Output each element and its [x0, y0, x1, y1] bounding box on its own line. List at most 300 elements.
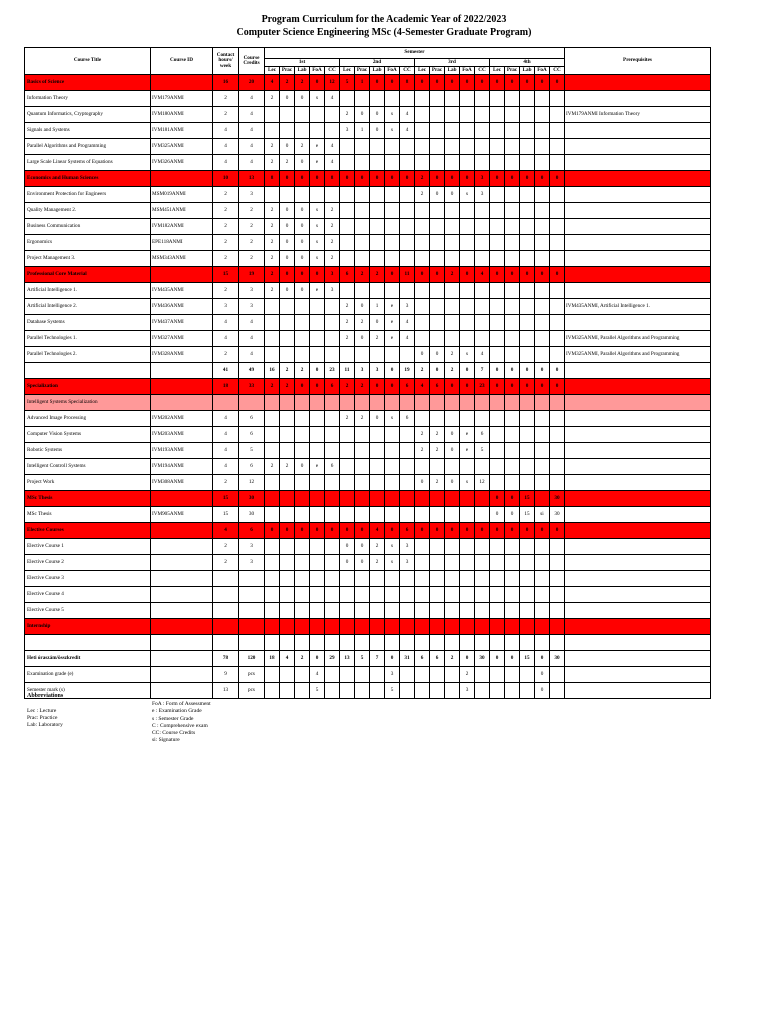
header-sub-2-0: Lec [340, 67, 355, 75]
value-cell [445, 635, 460, 651]
prerequisite-cell [565, 219, 711, 235]
value-cell [490, 347, 505, 363]
value-cell [520, 91, 535, 107]
value-cell: 4 [213, 523, 239, 539]
value-cell: 4 [325, 155, 340, 171]
value-cell [370, 347, 385, 363]
total-row [25, 363, 711, 379]
prerequisite-cell [565, 443, 711, 459]
value-cell [475, 587, 490, 603]
table-row [25, 347, 711, 363]
value-cell [430, 667, 445, 683]
value-cell [340, 507, 355, 523]
value-cell [505, 347, 520, 363]
value-cell [475, 635, 490, 651]
value-cell [520, 107, 535, 123]
abbreviations-block [27, 693, 63, 729]
course-id-cell: IVM437ANMI [151, 315, 213, 331]
value-cell [550, 411, 565, 427]
value-cell [265, 635, 280, 651]
header-sub-4-2: Lab [520, 67, 535, 75]
value-cell [280, 123, 295, 139]
value-cell [355, 459, 370, 475]
value-cell: 3 [475, 171, 490, 187]
header-sub-3-4: CC [475, 67, 490, 75]
value-cell: 78 [213, 651, 239, 667]
value-cell: 0 [535, 683, 550, 699]
value-cell [280, 187, 295, 203]
value-cell [415, 283, 430, 299]
value-cell [280, 555, 295, 571]
value-cell: 4 [400, 315, 415, 331]
value-cell: 0 [490, 171, 505, 187]
course-title-cell: Elective Course 5 [25, 603, 151, 619]
course-title-cell: Quality Management 2. [25, 203, 151, 219]
value-cell [520, 299, 535, 315]
value-cell [295, 635, 310, 651]
course-id-cell: IVM193ANMI [151, 443, 213, 459]
value-cell: 120 [239, 651, 265, 667]
value-cell [370, 635, 385, 651]
value-cell [460, 155, 475, 171]
value-cell [475, 555, 490, 571]
value-cell [355, 603, 370, 619]
value-cell: s [385, 123, 400, 139]
value-cell: 2 [265, 219, 280, 235]
header-sub-3-1: Prac [430, 67, 445, 75]
value-cell [295, 299, 310, 315]
value-cell: 2 [325, 219, 340, 235]
value-cell: 2 [265, 235, 280, 251]
value-cell [340, 139, 355, 155]
value-cell [415, 459, 430, 475]
value-cell [400, 635, 415, 651]
course-title-cell: Quantum Informatics, Cryptography [25, 107, 151, 123]
value-cell: pcs [239, 683, 265, 699]
value-cell: 0 [535, 651, 550, 667]
value-cell [280, 395, 295, 411]
value-cell [265, 555, 280, 571]
table-row [25, 155, 711, 171]
value-cell [445, 139, 460, 155]
value-cell [385, 507, 400, 523]
value-cell: 0 [460, 171, 475, 187]
value-cell [310, 395, 325, 411]
value-cell: 30 [239, 491, 265, 507]
value-cell [295, 619, 310, 635]
value-cell: 3 [239, 187, 265, 203]
course-title-cell: Computer Vision Systems [25, 427, 151, 443]
value-cell: 0 [445, 475, 460, 491]
value-cell [535, 475, 550, 491]
value-cell [355, 619, 370, 635]
value-cell: 13 [213, 683, 239, 699]
value-cell [445, 491, 460, 507]
value-cell [430, 587, 445, 603]
value-cell: 0 [385, 75, 400, 91]
value-cell [430, 139, 445, 155]
value-cell: 2 [325, 203, 340, 219]
value-cell [475, 107, 490, 123]
value-cell: 2 [445, 363, 460, 379]
value-cell [295, 603, 310, 619]
value-cell: 0 [490, 363, 505, 379]
value-cell [265, 491, 280, 507]
value-cell [385, 347, 400, 363]
section-row [25, 523, 711, 539]
table-row [25, 187, 711, 203]
value-cell: 6 [239, 427, 265, 443]
course-id-cell [151, 539, 213, 555]
value-cell [280, 683, 295, 699]
value-cell [385, 587, 400, 603]
header-semester-2: 2nd [340, 59, 415, 67]
value-cell [355, 219, 370, 235]
value-cell: 0 [445, 523, 460, 539]
value-cell [490, 219, 505, 235]
value-cell [550, 219, 565, 235]
value-cell [475, 123, 490, 139]
table-row [25, 603, 711, 619]
value-cell [213, 395, 239, 411]
value-cell [370, 507, 385, 523]
table-row [25, 203, 711, 219]
value-cell [415, 571, 430, 587]
value-cell: 16 [265, 363, 280, 379]
value-cell [520, 283, 535, 299]
value-cell [400, 587, 415, 603]
value-cell: 0 [475, 75, 490, 91]
value-cell [520, 331, 535, 347]
header-course-credits: Course Credits [239, 48, 265, 75]
value-cell: 2 [265, 379, 280, 395]
value-cell [460, 555, 475, 571]
value-cell: 6 [400, 379, 415, 395]
value-cell: 15 [520, 491, 535, 507]
value-cell [430, 315, 445, 331]
prerequisite-cell [565, 651, 711, 667]
value-cell: 3 [325, 283, 340, 299]
value-cell [460, 619, 475, 635]
value-cell [385, 395, 400, 411]
value-cell: 4 [265, 75, 280, 91]
value-cell [430, 283, 445, 299]
value-cell [430, 299, 445, 315]
prerequisite-cell [565, 491, 711, 507]
prerequisite-cell [565, 267, 711, 283]
value-cell [550, 683, 565, 699]
course-id-cell [151, 571, 213, 587]
value-cell: 4 [213, 411, 239, 427]
value-cell: 4 [310, 667, 325, 683]
course-id-cell [151, 363, 213, 379]
value-cell [490, 251, 505, 267]
value-cell: e [310, 139, 325, 155]
value-cell: 0 [385, 523, 400, 539]
value-cell [415, 539, 430, 555]
value-cell: 4 [239, 155, 265, 171]
header-prerequisites: Prerequisites [565, 48, 711, 75]
value-cell [550, 427, 565, 443]
value-cell: s [310, 235, 325, 251]
value-cell: 16 [213, 75, 239, 91]
value-cell [239, 603, 265, 619]
value-cell [280, 539, 295, 555]
value-cell [520, 139, 535, 155]
value-cell [340, 347, 355, 363]
value-cell: 15 [520, 507, 535, 523]
value-cell: 0 [550, 267, 565, 283]
value-cell [460, 283, 475, 299]
value-cell [490, 683, 505, 699]
table-row [25, 475, 711, 491]
value-cell: 31 [400, 651, 415, 667]
value-cell [505, 91, 520, 107]
value-cell: 4 [213, 139, 239, 155]
value-cell [460, 603, 475, 619]
value-cell [445, 155, 460, 171]
value-cell: 0 [370, 411, 385, 427]
value-cell [280, 443, 295, 459]
value-cell [505, 123, 520, 139]
value-cell [490, 155, 505, 171]
course-title-cell: Artificial Intelligence 1. [25, 283, 151, 299]
prerequisite-cell [565, 555, 711, 571]
value-cell: 0 [280, 523, 295, 539]
value-cell: 0 [490, 75, 505, 91]
header-sub-1-1: Prac [280, 67, 295, 75]
value-cell [475, 459, 490, 475]
value-cell [310, 331, 325, 347]
value-cell: 5 [385, 683, 400, 699]
prerequisite-cell [565, 251, 711, 267]
value-cell [239, 571, 265, 587]
value-cell: 0 [550, 363, 565, 379]
value-cell: 1 [355, 75, 370, 91]
value-cell [535, 619, 550, 635]
value-cell [445, 299, 460, 315]
value-cell [310, 411, 325, 427]
course-id-cell: MSM019ANMI [151, 187, 213, 203]
value-cell: 30 [550, 651, 565, 667]
value-cell [430, 507, 445, 523]
course-title-cell: Project Work [25, 475, 151, 491]
value-cell: 41 [213, 363, 239, 379]
value-cell: 6 [325, 459, 340, 475]
value-cell [475, 203, 490, 219]
value-cell [430, 235, 445, 251]
value-cell: 2 [213, 475, 239, 491]
value-cell [325, 411, 340, 427]
value-cell [535, 347, 550, 363]
value-cell: 3 [325, 267, 340, 283]
value-cell [400, 91, 415, 107]
value-cell: 0 [385, 267, 400, 283]
value-cell: 0 [520, 379, 535, 395]
course-id-cell: IVM180ANMI [151, 107, 213, 123]
value-cell [475, 667, 490, 683]
value-cell: 2 [340, 299, 355, 315]
prerequisite-cell [565, 619, 711, 635]
value-cell: 0 [535, 667, 550, 683]
value-cell [400, 219, 415, 235]
value-cell [370, 443, 385, 459]
course-id-cell [151, 587, 213, 603]
value-cell [505, 411, 520, 427]
header-sub-4-0: Lec [490, 67, 505, 75]
value-cell [550, 107, 565, 123]
prerequisite-cell [565, 459, 711, 475]
value-cell [505, 299, 520, 315]
value-cell [430, 491, 445, 507]
value-cell [265, 587, 280, 603]
value-cell [520, 315, 535, 331]
value-cell [460, 219, 475, 235]
value-cell [280, 603, 295, 619]
value-cell: 0 [295, 283, 310, 299]
value-cell [325, 331, 340, 347]
value-cell [490, 427, 505, 443]
value-cell: 0 [295, 267, 310, 283]
abbr-si: si: Signature [152, 737, 180, 744]
value-cell: 3 [385, 667, 400, 683]
value-cell: 0 [295, 171, 310, 187]
value-cell [265, 571, 280, 587]
value-cell: 4 [400, 107, 415, 123]
value-cell [505, 571, 520, 587]
value-cell: s [460, 475, 475, 491]
value-cell [475, 299, 490, 315]
value-cell [295, 555, 310, 571]
value-cell [475, 411, 490, 427]
value-cell: 2 [280, 459, 295, 475]
value-cell [415, 667, 430, 683]
value-cell: 5 [355, 651, 370, 667]
value-cell [505, 587, 520, 603]
value-cell [550, 635, 565, 651]
value-cell: e [460, 443, 475, 459]
value-cell [550, 235, 565, 251]
value-cell: e [310, 459, 325, 475]
value-cell [355, 91, 370, 107]
value-cell [460, 491, 475, 507]
value-cell [265, 427, 280, 443]
value-cell [490, 91, 505, 107]
course-id-cell [151, 635, 213, 651]
value-cell [355, 187, 370, 203]
value-cell: s [310, 91, 325, 107]
value-cell [550, 251, 565, 267]
value-cell: 0 [310, 363, 325, 379]
value-cell [340, 667, 355, 683]
value-cell: 4 [239, 139, 265, 155]
value-cell: 3 [213, 299, 239, 315]
value-cell [535, 219, 550, 235]
value-cell [400, 235, 415, 251]
value-cell [280, 507, 295, 523]
value-cell: s [460, 187, 475, 203]
value-cell [325, 571, 340, 587]
value-cell [460, 459, 475, 475]
value-cell: 0 [445, 379, 460, 395]
course-title-cell: Elective Courses [25, 523, 151, 539]
value-cell [265, 347, 280, 363]
value-cell [265, 123, 280, 139]
value-cell [550, 395, 565, 411]
value-cell [340, 251, 355, 267]
value-cell: 19 [400, 363, 415, 379]
value-cell [505, 395, 520, 411]
course-id-cell [151, 395, 213, 411]
value-cell [550, 155, 565, 171]
value-cell [550, 123, 565, 139]
table-row [25, 219, 711, 235]
value-cell [265, 619, 280, 635]
course-id-cell: IVM194ANMI [151, 459, 213, 475]
value-cell: 0 [355, 299, 370, 315]
value-cell [385, 619, 400, 635]
value-cell: 5 [475, 443, 490, 459]
table-row [25, 507, 711, 523]
value-cell: 0 [550, 379, 565, 395]
value-cell: 0 [415, 523, 430, 539]
value-cell: 2 [355, 379, 370, 395]
value-cell: 0 [385, 379, 400, 395]
value-cell: s [310, 251, 325, 267]
value-cell: 0 [520, 171, 535, 187]
value-cell [325, 507, 340, 523]
prerequisite-cell [565, 315, 711, 331]
value-cell [325, 587, 340, 603]
value-cell: 2 [280, 75, 295, 91]
value-cell [340, 283, 355, 299]
value-cell: 2 [265, 203, 280, 219]
value-cell [280, 571, 295, 587]
abbr-cc: CC: Course Credits [152, 730, 196, 737]
value-cell [400, 459, 415, 475]
value-cell: 3 [475, 187, 490, 203]
header-sub-2-1: Prac [355, 67, 370, 75]
value-cell [505, 251, 520, 267]
value-cell [475, 235, 490, 251]
value-cell [535, 459, 550, 475]
value-cell [385, 251, 400, 267]
course-title-cell: Database Systems [25, 315, 151, 331]
value-cell [535, 299, 550, 315]
value-cell: 2 [430, 475, 445, 491]
value-cell: 2 [340, 411, 355, 427]
value-cell [325, 315, 340, 331]
value-cell: pcs [239, 667, 265, 683]
value-cell [385, 235, 400, 251]
value-cell: 4 [213, 155, 239, 171]
value-cell: 0 [445, 187, 460, 203]
value-cell [385, 155, 400, 171]
value-cell: 0 [340, 539, 355, 555]
value-cell: 2 [370, 331, 385, 347]
value-cell: 0 [355, 107, 370, 123]
value-cell: 0 [430, 75, 445, 91]
value-cell: 12 [239, 475, 265, 491]
value-cell [505, 203, 520, 219]
prerequisite-cell [565, 75, 711, 91]
value-cell [490, 315, 505, 331]
value-cell [535, 555, 550, 571]
value-cell: 5 [310, 683, 325, 699]
value-cell [490, 635, 505, 651]
value-cell [295, 427, 310, 443]
value-cell [355, 155, 370, 171]
